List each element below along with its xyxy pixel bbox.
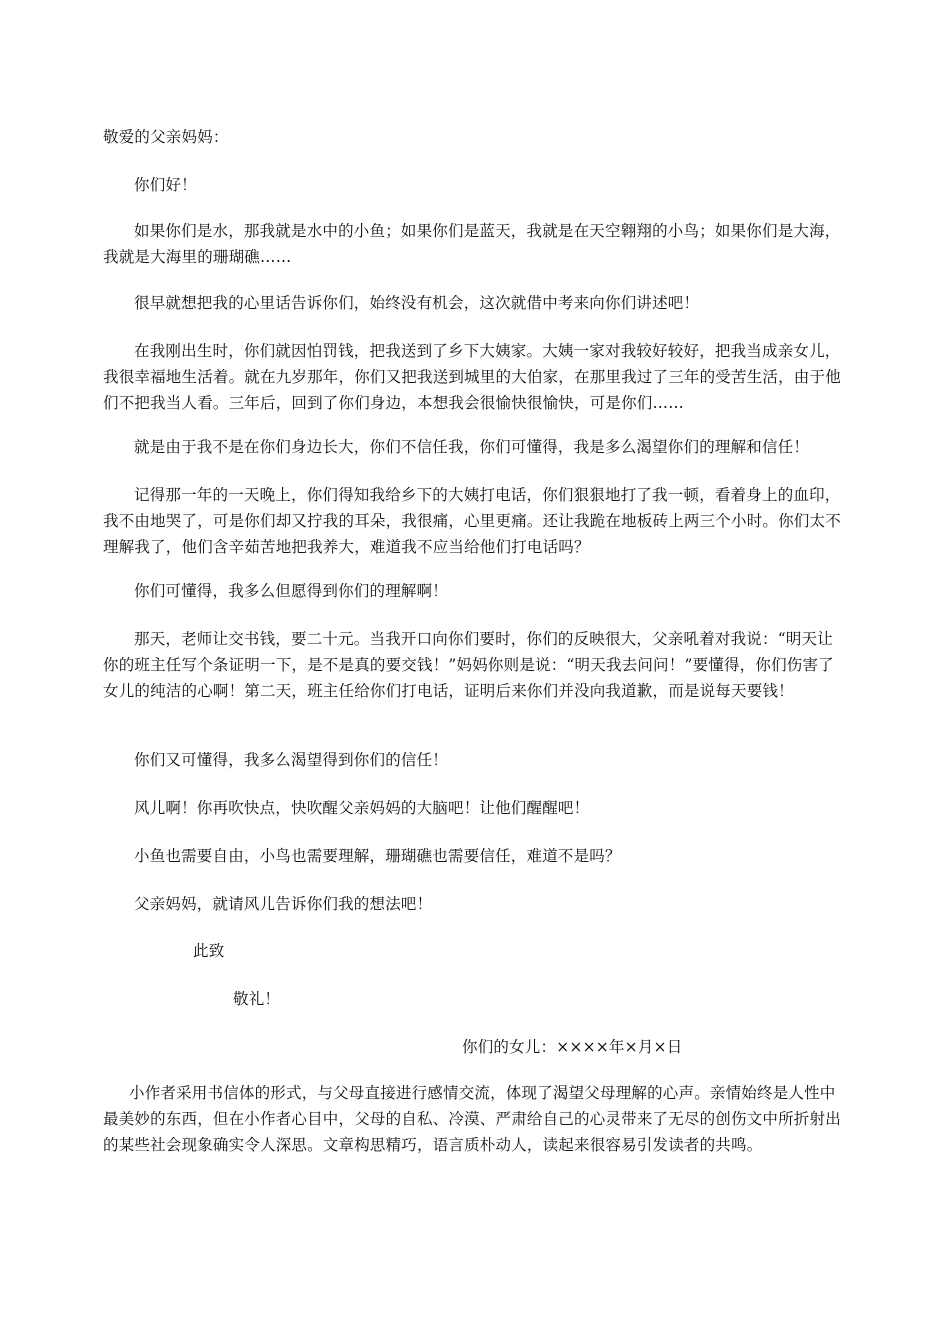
- signature: 你们的女儿：××××年×月×日: [462, 1038, 683, 1056]
- paragraph-3: 在我刚出生时，你们就因怕罚钱，把我送到了乡下大姨家。大姨一家对我较好较好，把我当成亲女儿，我很幸福地生活着。就在九岁那年，你们又把我送到城里的大伯家，在那里我过了三年的受苦生活，由于他们不把我当人看。三年后，回到了你们身边，本想我会很愉快很愉快，可是你们……: [103, 342, 841, 412]
- greeting: 你们好！: [134, 176, 197, 194]
- paragraph-4: 就是由于我不是在你们身边长大，你们不信任我，你们可懂得，我是多么渴望你们的理解和信任！: [134, 438, 810, 456]
- paragraph-6: 你们可懂得，我多么但愿得到你们的理解啊！: [134, 582, 449, 600]
- closing-jing-li: 敬礼！: [233, 990, 281, 1008]
- closing-ci-zhi: 此致: [193, 942, 225, 960]
- paragraph-1: 如果你们是水，那我就是水中的小鱼；如果你们是蓝天，我就是在天空翱翔的小鸟；如果你们是大海，我就是大海里的珊瑚礁……: [103, 222, 841, 266]
- paragraph-7: 那天，老师让交书钱，要二十元。当我开口向你们要时，你们的反映很大，父亲吼着对我说：“明天让你的班主任写个条证明一下，是不是真的要交钱！”妈妈你则是说：“明天我去问问！”要懂得，你们伤害了女儿的纯洁的心啊！第二天，班主任给你们打电话，证明后来你们并没向我道歉，而是说每天要钱！: [103, 630, 834, 700]
- paragraph-10: 小鱼也需要自由，小鸟也需要理解，珊瑚礁也需要信任，难道不是吗？: [134, 847, 621, 865]
- commentary: 小作者采用书信体的形式，与父母直接进行感情交流，体现了渴望父母理解的心声。亲情始终是人性中最美妙的东西，但在小作者心目中，父母的自私、冷漠、严肃给自己的心灵带来了无尽的创伤文中所折射出的某些社会现象确实令人深思。文章构思精巧，语言质朴动人，读起来很容易引发读者的共鸣。: [103, 1084, 841, 1154]
- paragraph-8: 你们又可懂得，我多么渴望得到你们的信任！: [134, 751, 449, 769]
- paragraph-5: 记得那一年的一天晚上，你们得知我给乡下的大姨打电话，你们狠狠地打了我一顿，看着身上的血印，我不由地哭了，可是你们却又拧我的耳朵，我很痛，心里更痛。还让我跪在地板砖上两三个小时。你们太不理解我了，他们含辛茹苦地把我养大，难道我不应当给他们打电话吗？: [103, 486, 841, 556]
- salutation: 敬爱的父亲妈妈：: [103, 128, 229, 146]
- paragraph-11: 父亲妈妈，就请风儿告诉你们我的想法吧！: [134, 895, 433, 913]
- paragraph-9: 风儿啊！你再吹快点，快吹醒父亲妈妈的大脑吧！让他们醒醒吧！: [134, 799, 590, 817]
- paragraph-2: 很早就想把我的心里话告诉你们，始终没有机会，这次就借中考来向你们讲述吧！: [134, 294, 700, 312]
